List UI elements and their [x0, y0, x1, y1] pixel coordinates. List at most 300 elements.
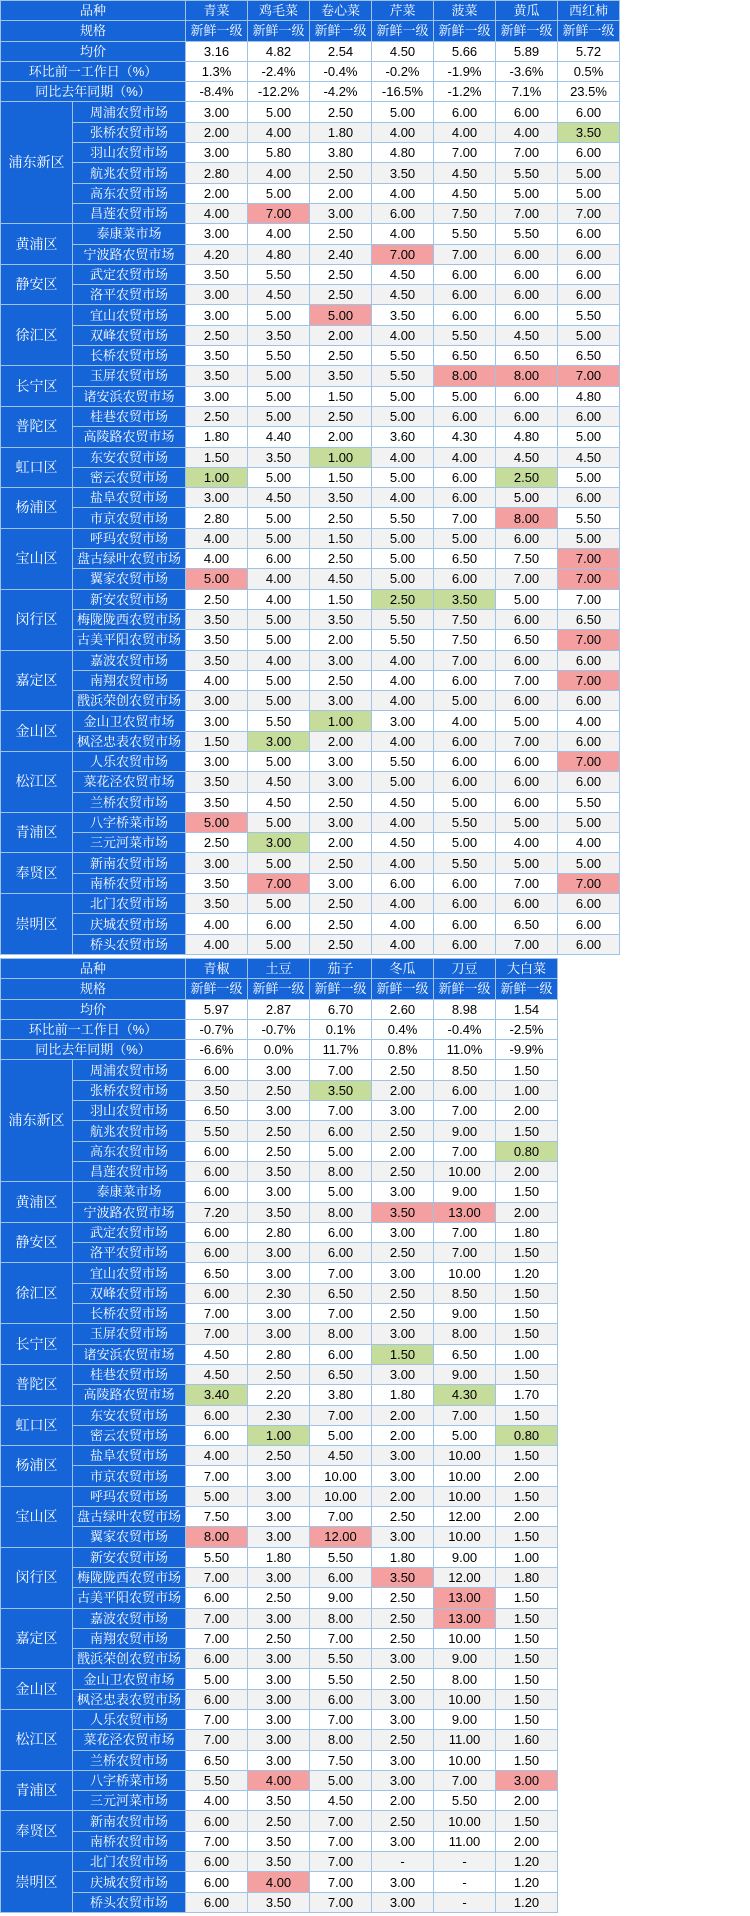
price-cell: 2.50: [372, 1283, 434, 1303]
price-cell: [558, 1202, 620, 1222]
price-cell: [558, 1649, 620, 1669]
price-cell: 4.50: [186, 1364, 248, 1384]
price-cell: 4.50: [558, 447, 620, 467]
price-cell: [558, 1689, 620, 1709]
price-cell: 5.00: [310, 1182, 372, 1202]
table-row: [1, 1141, 620, 1161]
stat-value: 5.66: [434, 41, 496, 61]
table-row: [1, 1791, 620, 1811]
price-cell: 6.00: [496, 894, 558, 914]
price-cell: 4.00: [372, 122, 434, 142]
price-cell: 4.80: [248, 244, 310, 264]
price-cell: [558, 1669, 620, 1689]
price-cell: 6.00: [558, 691, 620, 711]
table-row: [1, 366, 620, 386]
price-cell: 4.50: [372, 264, 434, 284]
stat-value: 11.0%: [434, 1040, 496, 1060]
market-name: 武定农贸市场: [73, 1222, 186, 1242]
price-cell: 5.00: [248, 528, 310, 548]
price-cell: 7.00: [496, 569, 558, 589]
price-cell: [558, 1324, 620, 1344]
price-cell: 7.00: [434, 1405, 496, 1425]
price-cell: 5.50: [310, 1547, 372, 1567]
price-cell: 5.00: [372, 386, 434, 406]
price-cell: 6.00: [434, 914, 496, 934]
price-cell: 6.00: [558, 894, 620, 914]
price-cell: 7.00: [310, 1831, 372, 1851]
table-row: [1, 1649, 620, 1669]
market-name: 泰康菜市场: [73, 1182, 186, 1202]
table-row: [1, 1852, 620, 1872]
district-label: 闵行区: [1, 1547, 73, 1608]
market-name: 东安农贸市场: [73, 1405, 186, 1425]
table-row: [1, 731, 620, 751]
price-cell: 8.00: [310, 1730, 372, 1750]
price-cell: 6.00: [186, 1649, 248, 1669]
price-cell: 5.00: [496, 853, 558, 873]
market-name: 航兆农贸市场: [73, 1121, 186, 1141]
price-cell: 7.00: [434, 508, 496, 528]
price-cell: 6.00: [434, 264, 496, 284]
price-cell: 9.00: [434, 1182, 496, 1202]
table-row: [1, 1324, 620, 1344]
price-cell: 6.00: [434, 670, 496, 690]
price-cell: 6.00: [558, 772, 620, 792]
market-name: 玉屏农贸市场: [73, 1324, 186, 1344]
table-row: [1, 812, 620, 832]
price-cell: 1.50: [372, 1344, 434, 1364]
price-cell: 2.50: [372, 1588, 434, 1608]
price-cell: 6.00: [434, 488, 496, 508]
price-cell: 3.00: [248, 1304, 310, 1324]
table-row: [1, 1466, 620, 1486]
district-label: 崇明区: [1, 1852, 73, 1913]
price-cell: 12.00: [434, 1567, 496, 1587]
price-cell: 4.50: [310, 569, 372, 589]
price-cell: [558, 1750, 620, 1770]
price-cell: 6.00: [186, 1689, 248, 1709]
price-cell: [558, 1263, 620, 1283]
district-label: 浦东新区: [1, 1060, 73, 1182]
stat-value: 1.54: [496, 999, 558, 1019]
table-row: [1, 488, 620, 508]
price-cell: 5.00: [248, 934, 310, 954]
price-cell: 10.00: [434, 1750, 496, 1770]
price-cell: 4.50: [248, 792, 310, 812]
price-cell: 2.50: [310, 670, 372, 690]
spec-header-row-label: 规格: [1, 979, 186, 999]
price-cell: 6.50: [496, 914, 558, 934]
price-cell: 8.00: [434, 1669, 496, 1689]
price-cell: 10.00: [434, 1263, 496, 1283]
price-cell: 6.00: [496, 792, 558, 812]
district-label: 金山区: [1, 711, 73, 752]
price-cell: [558, 1547, 620, 1567]
price-cell: 7.00: [310, 1709, 372, 1729]
price-cell: 10.00: [434, 1689, 496, 1709]
table-row: [1, 1283, 620, 1303]
market-name: 盘古绿叶农贸市场: [73, 549, 186, 569]
table-row: [1, 1263, 620, 1283]
price-cell: 4.50: [372, 792, 434, 812]
market-name: 双峰农贸市场: [73, 325, 186, 345]
table-row: [1, 1872, 620, 1892]
spec-header-row-cell: [558, 979, 620, 999]
market-name: 东安农贸市场: [73, 447, 186, 467]
market-name: 兰桥农贸市场: [73, 1750, 186, 1770]
price-cell: 7.00: [434, 1101, 496, 1121]
variety-header-row-cell: 刀豆: [434, 959, 496, 979]
stat-value: -16.5%: [372, 82, 434, 102]
market-name: 翼家农贸市场: [73, 1527, 186, 1547]
price-cell: 4.00: [434, 447, 496, 467]
price-cell: 4.00: [248, 224, 310, 244]
table-row: [1, 1060, 620, 1080]
price-cell: 4.00: [372, 650, 434, 670]
price-cell: [558, 1466, 620, 1486]
variety-header-row-cell: 冬瓜: [372, 959, 434, 979]
price-cell: 5.50: [248, 264, 310, 284]
price-cell: 3.00: [372, 1222, 434, 1242]
price-cell: 4.00: [186, 670, 248, 690]
price-cell: [558, 1161, 620, 1181]
market-name: 高陵路农贸市场: [73, 427, 186, 447]
market-name: 呼玛农贸市场: [73, 528, 186, 548]
district-label: 静安区: [1, 264, 73, 305]
price-cell: 8.00: [310, 1202, 372, 1222]
price-cell: 1.50: [186, 447, 248, 467]
stat-value: 3.16: [186, 41, 248, 61]
table-row: [1, 853, 620, 873]
price-cell: 2.50: [310, 102, 372, 122]
price-cell: 1.50: [496, 1608, 558, 1628]
stat-value: 0.4%: [372, 1019, 434, 1039]
price-cell: 2.00: [496, 1831, 558, 1851]
price-cell: 4.00: [372, 812, 434, 832]
market-name: 呼玛农贸市场: [73, 1486, 186, 1506]
price-cell: 5.00: [248, 630, 310, 650]
price-cell: 1.00: [496, 1080, 558, 1100]
price-cell: [558, 1770, 620, 1790]
price-cell: 6.00: [434, 1080, 496, 1100]
price-cell: 3.00: [372, 1466, 434, 1486]
price-cell: 2.50: [372, 1304, 434, 1324]
district-label: 奉贤区: [1, 1811, 73, 1852]
price-cell: 5.00: [496, 183, 558, 203]
price-cell: 5.50: [186, 1770, 248, 1790]
price-cell: 6.00: [434, 934, 496, 954]
price-cell: 7.00: [558, 873, 620, 893]
spec-header-row: [1, 21, 620, 41]
price-cell: 3.00: [310, 873, 372, 893]
stat-value: 23.5%: [558, 82, 620, 102]
price-cell: [558, 1121, 620, 1141]
price-cell: 4.20: [186, 244, 248, 264]
price-cell: 3.00: [186, 386, 248, 406]
price-cell: 3.00: [248, 1263, 310, 1283]
price-cell: 2.50: [372, 1507, 434, 1527]
price-cell: 6.00: [434, 285, 496, 305]
stat-label: 均价: [1, 41, 186, 61]
stat-label: 环比前一工作日（%）: [1, 1019, 186, 1039]
price-cell: 6.00: [558, 650, 620, 670]
stat-value: [558, 999, 620, 1019]
district-label: 青浦区: [1, 812, 73, 853]
price-cell: 7.00: [434, 143, 496, 163]
price-cell: 4.50: [434, 163, 496, 183]
price-cell: 7.00: [558, 203, 620, 223]
stat-label: 环比前一工作日（%）: [1, 61, 186, 81]
table-row: [1, 346, 620, 366]
market-name: 古美平阳农贸市场: [73, 630, 186, 650]
price-cell: 13.00: [434, 1608, 496, 1628]
price-cell: 6.00: [186, 1872, 248, 1892]
price-cell: 4.00: [372, 691, 434, 711]
table-row: [1, 163, 620, 183]
price-cell: 6.50: [434, 549, 496, 569]
price-cell: 2.80: [248, 1222, 310, 1242]
district-label: 浦东新区: [1, 102, 73, 224]
district-label: 虹口区: [1, 447, 73, 488]
price-cell: 2.50: [310, 853, 372, 873]
spec-header-row-cell: 新鲜一级: [558, 21, 620, 41]
price-cell: 7.00: [310, 1872, 372, 1892]
district-label: 宝山区: [1, 528, 73, 589]
table-row: [1, 224, 620, 244]
price-cell: 0.80: [496, 1425, 558, 1445]
stat-value: 0.1%: [310, 1019, 372, 1039]
price-cell: 4.00: [186, 549, 248, 569]
price-cell: 7.50: [434, 630, 496, 650]
price-cell: [558, 1852, 620, 1872]
price-cell: 3.00: [248, 1750, 310, 1770]
market-name: 羽山农贸市场: [73, 1101, 186, 1121]
district-label: 宝山区: [1, 1486, 73, 1547]
market-name: 新南农贸市场: [73, 1811, 186, 1831]
price-cell: 7.00: [186, 1831, 248, 1851]
price-cell: 4.00: [434, 122, 496, 142]
price-cell: 7.00: [434, 1770, 496, 1790]
market-name: 桂巷农贸市场: [73, 406, 186, 426]
market-name: 八字桥菜市场: [73, 812, 186, 832]
price-cell: 3.50: [248, 1161, 310, 1181]
price-cell: 2.00: [372, 1425, 434, 1445]
price-cell: 10.00: [434, 1811, 496, 1831]
price-cell: 5.50: [248, 346, 310, 366]
stat-row-dod: [1, 61, 620, 81]
price-cell: 3.00: [372, 1649, 434, 1669]
price-cell: 1.50: [310, 386, 372, 406]
price-cell: 9.00: [434, 1364, 496, 1384]
district-label: 奉贤区: [1, 853, 73, 894]
spec-header-row-cell: 新鲜一级: [186, 979, 248, 999]
table-row: [1, 1364, 620, 1384]
price-cell: 6.00: [186, 1892, 248, 1912]
price-cell: 4.00: [372, 325, 434, 345]
price-cell: 3.00: [372, 1263, 434, 1283]
price-cell: 2.50: [310, 549, 372, 569]
price-cell: [558, 1446, 620, 1466]
price-cell: 6.00: [558, 264, 620, 284]
price-cell: 2.50: [186, 325, 248, 345]
price-cell: 13.00: [434, 1588, 496, 1608]
district-label: 青浦区: [1, 1770, 73, 1811]
price-table-1: [0, 0, 620, 955]
price-cell: -: [372, 1852, 434, 1872]
price-cell: 10.00: [434, 1628, 496, 1648]
price-cell: 4.00: [248, 122, 310, 142]
price-cell: 3.50: [186, 772, 248, 792]
price-cell: 6.00: [310, 1243, 372, 1263]
price-cell: 4.00: [496, 833, 558, 853]
price-cell: 4.00: [496, 122, 558, 142]
price-cell: 3.00: [186, 143, 248, 163]
price-cell: 6.00: [496, 751, 558, 771]
price-cell: 3.50: [434, 589, 496, 609]
price-cell: 3.50: [248, 1852, 310, 1872]
price-cell: 3.00: [186, 102, 248, 122]
district-label: 虹口区: [1, 1405, 73, 1446]
price-cell: 4.00: [186, 934, 248, 954]
price-cell: 2.50: [310, 508, 372, 528]
variety-header-row: [1, 1, 620, 21]
market-name: 泰康菜市场: [73, 224, 186, 244]
price-cell: 4.00: [372, 894, 434, 914]
price-cell: 6.00: [310, 1344, 372, 1364]
price-cell: 6.00: [186, 1405, 248, 1425]
price-cell: 4.30: [434, 1385, 496, 1405]
price-cell: [558, 1344, 620, 1364]
price-cell: 8.00: [496, 366, 558, 386]
stat-value: -8.4%: [186, 82, 248, 102]
price-cell: 5.00: [372, 467, 434, 487]
stat-value: 8.98: [434, 999, 496, 1019]
market-name: 枫泾忠表农贸市场: [73, 1689, 186, 1709]
price-cell: 5.00: [248, 609, 310, 629]
price-cell: 3.40: [186, 1385, 248, 1405]
price-cell: 5.00: [186, 1486, 248, 1506]
price-cell: 7.00: [496, 731, 558, 751]
price-cell: 6.00: [496, 609, 558, 629]
table-row: [1, 1446, 620, 1466]
price-cell: 3.00: [310, 203, 372, 223]
market-name: 张桥农贸市场: [73, 1080, 186, 1100]
price-cell: 7.00: [310, 1892, 372, 1912]
price-cell: 3.00: [372, 1709, 434, 1729]
price-cell: 1.20: [496, 1852, 558, 1872]
market-name: 菜花泾农贸市场: [73, 1730, 186, 1750]
price-cell: 3.00: [372, 1689, 434, 1709]
price-cell: 3.50: [248, 1791, 310, 1811]
price-cell: 7.00: [186, 1466, 248, 1486]
table-row: [1, 122, 620, 142]
price-cell: 7.50: [434, 203, 496, 223]
price-cell: 4.50: [310, 1791, 372, 1811]
district-label: 徐汇区: [1, 305, 73, 366]
table-row: [1, 609, 620, 629]
price-cell: 3.60: [372, 427, 434, 447]
price-cell: 5.00: [372, 528, 434, 548]
variety-header-row-cell: 芹菜: [372, 1, 434, 21]
price-cell: 5.00: [558, 853, 620, 873]
price-cell: 6.00: [558, 914, 620, 934]
price-cell: 1.20: [496, 1892, 558, 1912]
price-cell: 1.80: [186, 427, 248, 447]
table-row: [1, 1344, 620, 1364]
district-label: 普陀区: [1, 406, 73, 447]
price-cell: 3.50: [248, 1202, 310, 1222]
price-cell: 7.00: [496, 670, 558, 690]
price-cell: 5.00: [248, 670, 310, 690]
price-cell: 2.50: [248, 1080, 310, 1100]
price-cell: 5.00: [248, 508, 310, 528]
table-row: [1, 1101, 620, 1121]
market-name: 双峰农贸市场: [73, 1283, 186, 1303]
price-cell: [558, 1101, 620, 1121]
market-name: 高东农贸市场: [73, 1141, 186, 1161]
market-name: 庆城农贸市场: [73, 1872, 186, 1892]
stat-value: 4.50: [372, 41, 434, 61]
price-cell: 2.00: [310, 427, 372, 447]
price-cell: 1.50: [496, 1709, 558, 1729]
price-cell: 6.50: [310, 1364, 372, 1384]
market-name: 人乐农贸市场: [73, 1709, 186, 1729]
table-row: [1, 1567, 620, 1587]
market-name: 菜花泾农贸市场: [73, 772, 186, 792]
stat-value: 6.70: [310, 999, 372, 1019]
price-cell: 2.00: [372, 1405, 434, 1425]
price-cell: 2.00: [310, 183, 372, 203]
market-name: 庆城农贸市场: [73, 914, 186, 934]
price-cell: 1.50: [496, 1446, 558, 1466]
district-label: 松江区: [1, 1709, 73, 1770]
price-cell: 5.50: [372, 751, 434, 771]
price-cell: [558, 1791, 620, 1811]
price-cell: 6.00: [496, 285, 558, 305]
table-row: [1, 143, 620, 163]
price-cell: 5.50: [372, 609, 434, 629]
price-cell: 2.50: [372, 589, 434, 609]
table-row: [1, 1304, 620, 1324]
price-cell: 2.50: [310, 792, 372, 812]
price-cell: 2.50: [186, 833, 248, 853]
price-cell: 7.00: [496, 873, 558, 893]
price-cell: 3.00: [186, 853, 248, 873]
price-cell: 6.00: [496, 650, 558, 670]
market-name: 武定农贸市场: [73, 264, 186, 284]
table-row: [1, 1750, 620, 1770]
district-label: 金山区: [1, 1669, 73, 1710]
district-label: 长宁区: [1, 1324, 73, 1365]
price-cell: 2.00: [310, 833, 372, 853]
price-cell: 6.00: [496, 264, 558, 284]
price-cell: 5.50: [310, 1649, 372, 1669]
district-label: 长宁区: [1, 366, 73, 407]
price-cell: 4.00: [248, 569, 310, 589]
price-cell: 6.00: [186, 1283, 248, 1303]
stat-row-avg: [1, 41, 620, 61]
price-cell: 8.00: [186, 1527, 248, 1547]
price-cell: 7.00: [558, 589, 620, 609]
market-name: 戬浜荣创农贸市场: [73, 691, 186, 711]
price-cell: 5.00: [372, 549, 434, 569]
price-cell: 4.00: [558, 711, 620, 731]
price-cell: 3.00: [372, 1831, 434, 1851]
price-cell: 2.80: [186, 163, 248, 183]
price-cell: 2.50: [310, 934, 372, 954]
price-cell: 5.00: [496, 711, 558, 731]
market-name: 宁波路农贸市场: [73, 244, 186, 264]
